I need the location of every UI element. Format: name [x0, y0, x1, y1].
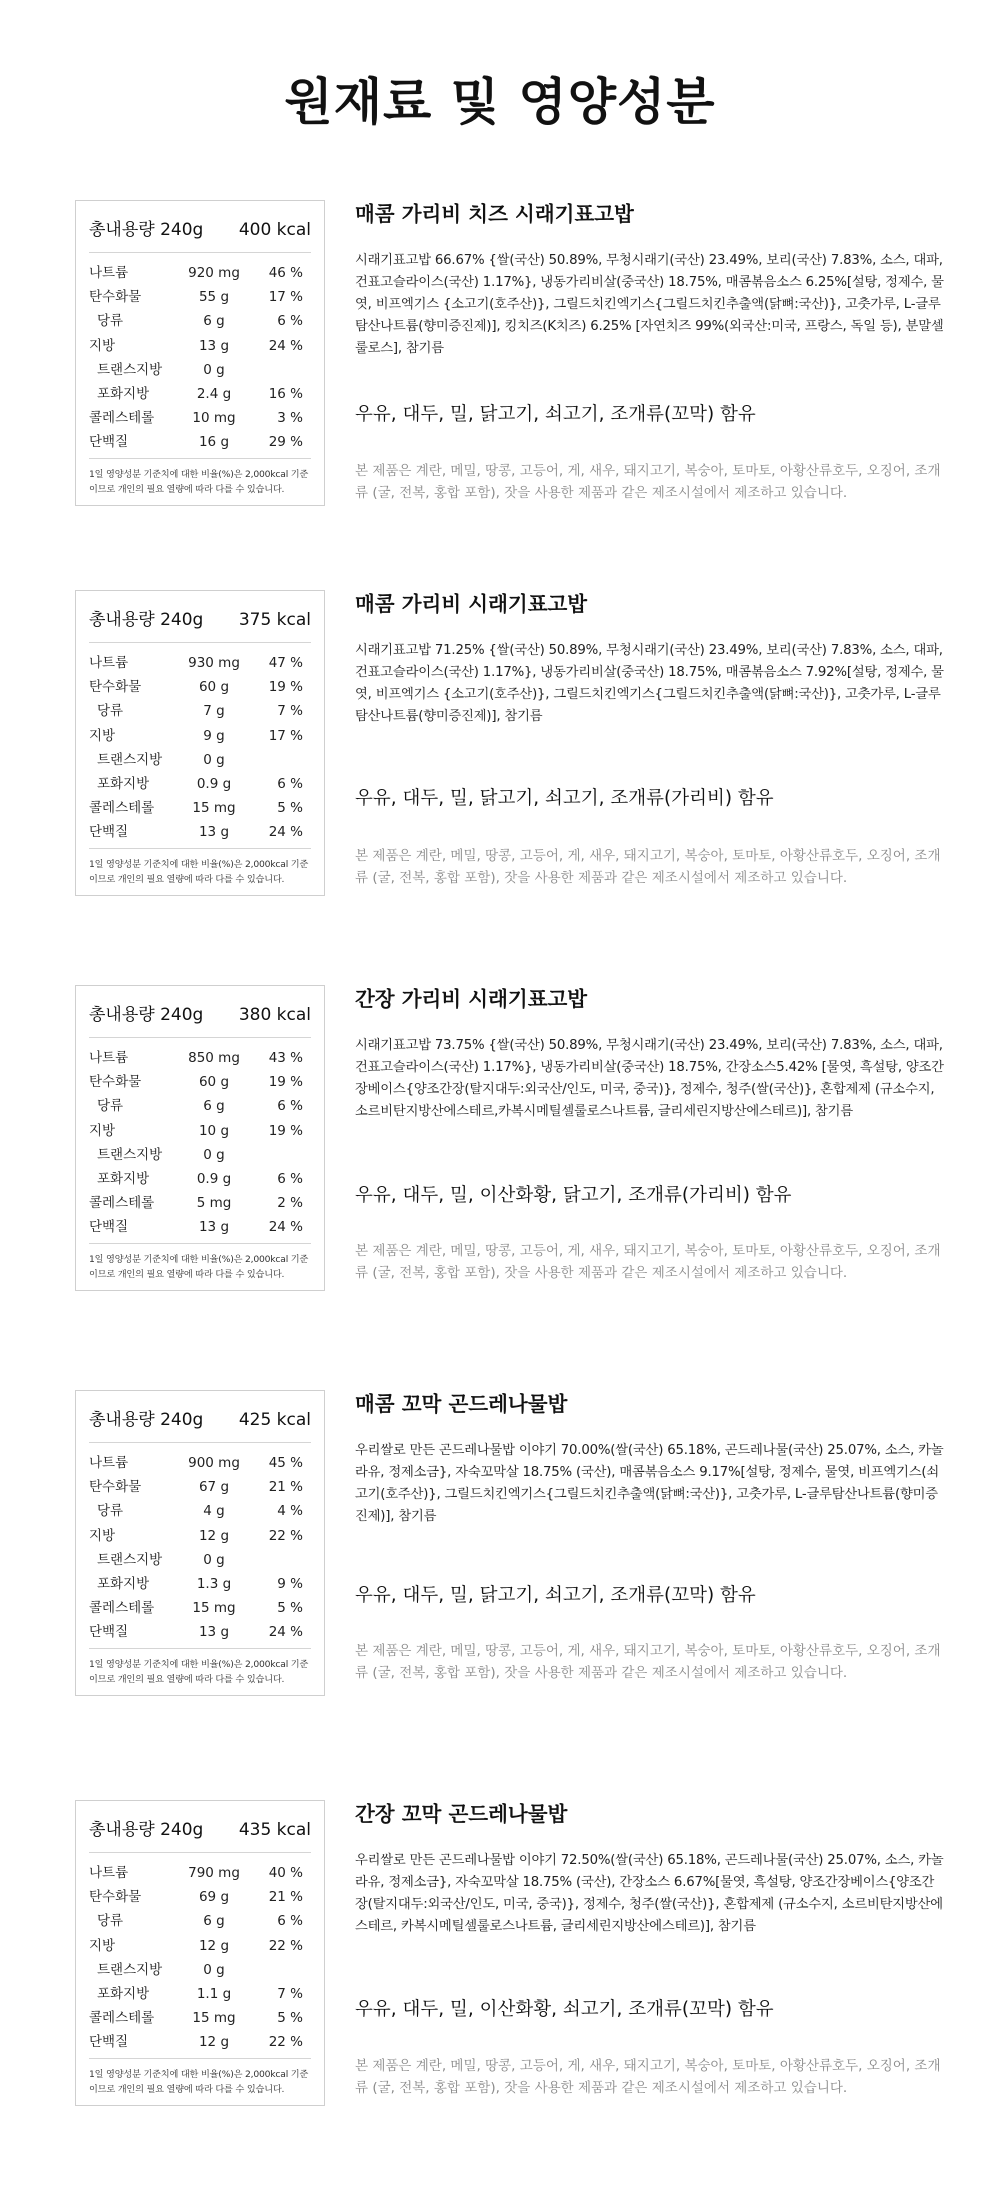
product-name: 간장 꼬막 곤드레나물밥: [355, 1802, 568, 1826]
facility-notice: 본 제품은 계란, 메밀, 땅콩, 고등어, 게, 새우, 돼지고기, 복숭아, 토마토, 아황산류호두, 오징어, 조개류 (굴, 전복, 홍합 포함), 잣을 사용한 제품과 같은 제조시설에서 제조하고 있습니다.: [355, 1643, 941, 1681]
nutrient-name: 지방: [89, 1527, 116, 1544]
nutrient-amount: 1.1 g: [196, 1985, 232, 2002]
nutrition-facts-box: [75, 1800, 325, 2106]
nutrition-row-sodium: [89, 1861, 311, 1885]
nutrient-name: 나트륨: [89, 265, 129, 281]
nutrient-name: 콜레스테롤: [89, 410, 155, 427]
nutrition-note: 1일 영양성분 기준치에 대한 비율(%)은 2,000kcal 기준이므로 개인의 필요 열량에 따라 다를 수 있습니다.: [89, 2068, 309, 2095]
calories: 425 kcal: [238, 1410, 311, 1430]
nutrient-amount: 12 g: [198, 1527, 230, 1544]
nutrition-row-cholesterol: [89, 1191, 311, 1215]
ingredients-text: 우리쌀로 만든 곤드레나물밥 이야기 70.00%(쌀(국산) 65.18%, 곤드레나물(국산) 25.07%, 소스, 카놀라유, 정제소금}, 자숙꼬막살 18.75% (국산), 매콤볶음소스 9.17%[설탕, 정제수, 물엿, 비프엑기스(쇠고기(호주산)}, 그릴드치킨엑기스{그릴드치킨추출액(닭뼈:국산)}, 고춧가루, L-글루탐산나트륨(향미증진제)], 참기름: [355, 1443, 944, 1524]
calories: 375 kcal: [238, 610, 311, 630]
nutrient-amount: 920 mg: [188, 265, 240, 281]
nutrition-row-fat: [89, 724, 311, 748]
nutrition-row-sat-fat: [89, 772, 311, 796]
nutrition-row-cholesterol: [89, 2006, 311, 2030]
nutrient-percent: 24 %: [268, 1219, 303, 1236]
nutrient-name: 트랜스지방: [97, 751, 163, 768]
nutrition-row-sugar: [89, 699, 311, 723]
nutrient-amount: 0 g: [203, 1961, 225, 1978]
total-content: 총내용량 240g: [89, 1005, 204, 1025]
nutrient-percent: [245, 748, 311, 772]
nutrition-note: 1일 영양성분 기준치에 대한 비율(%)은 2,000kcal 기준이므로 개인의 필요 열량에 따라 다를 수 있습니다.: [89, 468, 309, 495]
nutrient-name: 탄수화물: [89, 1479, 142, 1496]
nutrient-amount: 790 mg: [188, 1865, 240, 1881]
nutrient-percent: 5 %: [277, 2010, 303, 2027]
nutrition-row-sugar: [89, 309, 311, 333]
nutrient-amount: 60 g: [198, 1074, 230, 1091]
nutrient-amount: 0 g: [203, 1146, 225, 1163]
nutrient-name: 나트륨: [89, 1050, 129, 1066]
nutrient-amount: 67 g: [198, 1479, 230, 1496]
nutrition-facts-box: [75, 1390, 325, 1696]
nutrition-row-sat-fat: [89, 1572, 311, 1596]
nutrient-percent: 2 %: [277, 1195, 303, 1212]
nutrient-name: 탄수화물: [89, 1889, 142, 1906]
nutrient-percent: [245, 1548, 311, 1572]
nutrient-name: 당류: [97, 1913, 124, 1930]
nutrient-amount: 9 g: [203, 727, 225, 744]
nutrition-row-trans-fat: [89, 1548, 311, 1572]
nutrient-percent: 3 %: [277, 410, 303, 427]
nutrition-row-fat: [89, 1524, 311, 1548]
nutrient-name: 단백질: [89, 824, 129, 841]
nutrient-amount: 13 g: [198, 1624, 230, 1641]
nutrient-name: 콜레스테롤: [89, 2010, 155, 2027]
nutrient-amount: 0 g: [203, 1551, 225, 1568]
product-name: 매콤 가리비 시래기표고밥: [355, 592, 588, 616]
nutrient-amount: 6 g: [203, 1913, 225, 1930]
nutrition-row-sugar: [89, 1499, 311, 1523]
nutrient-percent: 21 %: [268, 1479, 303, 1496]
nutrient-amount: 0.9 g: [196, 775, 232, 792]
nutrient-percent: 24 %: [268, 824, 303, 841]
nutrition-note: 1일 영양성분 기준치에 대한 비율(%)은 2,000kcal 기준이므로 개인의 필요 열량에 따라 다를 수 있습니다.: [89, 1658, 309, 1685]
nutrient-name: 지방: [89, 1122, 116, 1139]
nutrient-percent: [245, 358, 311, 382]
nutrition-row-carbs: [89, 1885, 311, 1909]
nutrient-name: 탄수화물: [89, 679, 142, 696]
nutrient-percent: 22 %: [268, 2034, 303, 2051]
nutrient-percent: 22 %: [268, 1937, 303, 1954]
nutrient-percent: 6 %: [277, 313, 303, 330]
nutrition-row-fat: [89, 334, 311, 358]
nutrient-amount: 0 g: [203, 751, 225, 768]
nutrition-note: 1일 영양성분 기준치에 대한 비율(%)은 2,000kcal 기준이므로 개인의 필요 열량에 따라 다를 수 있습니다.: [89, 858, 309, 885]
nutrition-row-sugar: [89, 1094, 311, 1118]
nutrition-row-sodium: [89, 1046, 311, 1070]
nutrient-amount: 7 g: [203, 703, 225, 720]
product-info: [355, 1390, 945, 1528]
nutrition-row-protein: [89, 1620, 311, 1644]
nutrient-amount: 10 g: [198, 1122, 230, 1139]
page-title: 원재료 및 영양성분: [284, 73, 716, 131]
product-info: [355, 985, 945, 1123]
nutrient-percent: 43 %: [268, 1050, 303, 1066]
nutrient-percent: [245, 1958, 311, 1982]
nutrition-row-trans-fat: [89, 748, 311, 772]
nutrient-amount: 16 g: [198, 434, 230, 451]
nutrient-amount: 12 g: [198, 2034, 230, 2051]
nutrient-amount: 6 g: [203, 1098, 225, 1115]
nutrition-row-protein: [89, 820, 311, 844]
nutrient-amount: 4 g: [203, 1503, 225, 1520]
nutrient-amount: 1.3 g: [196, 1575, 232, 1592]
nutrient-name: 당류: [97, 313, 124, 330]
nutrition-facts-box: [75, 200, 325, 506]
nutrient-amount: 15 mg: [192, 800, 236, 817]
nutrient-name: 트랜스지방: [97, 361, 163, 378]
nutrition-row-sodium: [89, 651, 311, 675]
nutrient-name: 나트륨: [89, 655, 129, 671]
nutrient-name: 단백질: [89, 2034, 129, 2051]
ingredients-text: 우리쌀로 만든 곤드레나물밥 이야기 72.50%(쌀(국산) 65.18%, 곤드레나물(국산) 25.07%, 소스, 카놀라유, 정제소금}, 자숙꼬막살 18.75% (국산), 간장소스 6.67%[물엿, 흑설탕, 양조간장베이스{양조간장(탈지대두:외국산/인도, 미국, 중국)}, 정제수, 청주(쌀(국산)}, 혼합제제 (규소수지, 소르비탄지방산에스테르, 카복시메틸셀룰로스나트륨, 글리세린지방산에스테르)], 참기름: [355, 1853, 944, 1934]
nutrition-row-cholesterol: [89, 1596, 311, 1620]
nutrition-row-sugar: [89, 1909, 311, 1933]
product-name: 매콤 꼬막 곤드레나물밥: [355, 1392, 568, 1416]
nutrient-name: 지방: [89, 337, 116, 354]
nutrient-percent: 6 %: [277, 1098, 303, 1115]
nutrient-percent: 4 %: [277, 1503, 303, 1520]
allergen-info: 우유, 대두, 밀, 이산화황, 쇠고기, 조개류(꼬막) 함유: [355, 1999, 774, 2020]
nutrient-amount: 55 g: [198, 289, 230, 306]
product-name: 간장 가리비 시래기표고밥: [355, 987, 588, 1011]
nutrient-name: 당류: [97, 1098, 124, 1115]
nutrient-percent: 16 %: [268, 385, 303, 402]
nutrient-percent: 17 %: [268, 289, 303, 306]
nutrition-row-carbs: [89, 675, 311, 699]
nutrient-name: 콜레스테롤: [89, 800, 155, 817]
calories: 380 kcal: [238, 1005, 311, 1025]
total-content: 총내용량 240g: [89, 1410, 204, 1430]
nutrient-percent: 21 %: [268, 1889, 303, 1906]
nutrition-row-sat-fat: [89, 1982, 311, 2006]
nutrition-note: 1일 영양성분 기준치에 대한 비율(%)은 2,000kcal 기준이므로 개인의 필요 열량에 따라 다를 수 있습니다.: [89, 1253, 309, 1280]
nutrient-percent: 17 %: [268, 727, 303, 744]
nutrition-row-fat: [89, 1119, 311, 1143]
nutrient-name: 트랜스지방: [97, 1551, 163, 1568]
nutrient-percent: 45 %: [268, 1455, 303, 1471]
nutrition-row-protein: [89, 2030, 311, 2054]
nutrient-amount: 0.9 g: [196, 1170, 232, 1187]
nutrition-table: [89, 1046, 311, 1244]
nutrient-amount: 12 g: [198, 1937, 230, 1954]
nutrient-percent: 22 %: [268, 1527, 303, 1544]
nutrient-amount: 0 g: [203, 361, 225, 378]
nutrient-percent: 5 %: [277, 800, 303, 817]
nutrient-name: 포화지방: [97, 1985, 150, 2002]
nutrition-row-trans-fat: [89, 1958, 311, 1982]
nutrient-percent: 7 %: [277, 1985, 303, 2002]
nutrition-header: [89, 1401, 311, 1443]
nutrition-facts-box: [75, 985, 325, 1291]
product-info: [355, 200, 945, 360]
nutrient-name: 포화지방: [97, 1575, 150, 1592]
nutrient-name: 당류: [97, 1503, 124, 1520]
ingredients-text: 시래기표고밥 71.25% {쌀(국산) 50.89%, 무청시래기(국산) 23.49%, 보리(국산) 7.83%, 소스, 대파, 건표고슬라이스(국산) 1.17%}, 냉동가리비살(중국산) 18.75%, 매콤볶음소스 7.92%[설탕, 정제수, 물엿, 비프엑기스 {소고기(호주산)}, 그릴드치킨엑기스{그릴드치킨추출액(닭뼈:국산)}, 고춧가루, L-글루탐산나트륨(향미증진제)], 참기름: [355, 643, 944, 724]
nutrition-row-carbs: [89, 285, 311, 309]
nutrient-percent: 19 %: [268, 679, 303, 696]
nutrient-percent: 6 %: [277, 1913, 303, 1930]
nutrition-row-trans-fat: [89, 358, 311, 382]
nutrition-row-cholesterol: [89, 796, 311, 820]
facility-notice: 본 제품은 계란, 메밀, 땅콩, 고등어, 게, 새우, 돼지고기, 복숭아, 토마토, 아황산류호두, 오징어, 조개류 (굴, 전복, 홍합 포함), 잣을 사용한 제품과 같은 제조시설에서 제조하고 있습니다.: [355, 848, 941, 886]
nutrient-amount: 5 mg: [196, 1195, 232, 1212]
facility-notice: 본 제품은 계란, 메밀, 땅콩, 고등어, 게, 새우, 돼지고기, 복숭아, 토마토, 아황산류호두, 오징어, 조개류 (굴, 전복, 홍합 포함), 잣을 사용한 제품과 같은 제조시설에서 제조하고 있습니다.: [355, 463, 941, 501]
product-name: 매콤 가리비 치즈 시래기표고밥: [355, 202, 634, 226]
facility-notice: 본 제품은 계란, 메밀, 땅콩, 고등어, 게, 새우, 돼지고기, 복숭아, 토마토, 아황산류호두, 오징어, 조개류 (굴, 전복, 홍합 포함), 잣을 사용한 제품과 같은 제조시설에서 제조하고 있습니다.: [355, 2058, 941, 2096]
total-content: 총내용량 240g: [89, 610, 204, 630]
nutrition-table: [89, 261, 311, 459]
allergen-info: 우유, 대두, 밀, 이산화황, 닭고기, 조개류(가리비) 함유: [355, 1185, 792, 1206]
ingredients-text: 시래기표고밥 73.75% {쌀(국산) 50.89%, 무청시래기(국산) 23.49%, 보리(국산) 7.83%, 소스, 대파, 건표고슬라이스(국산) 1.17%}, 냉동가리비살(중국산) 18.75%, 간장소스5.42% [물엿, 흑설탕, 양조간장베이스{양조간장(탈지대두:외국산/인도, 미국, 중국)}, 정제수, 청주(쌀(국산)}, 혼합제제 (규소수지, 소르비탄지방산에스테르,카복시메틸셀룰로스나트륨, 글리세린지방산에스테르)], 참기름: [355, 1038, 944, 1119]
nutrition-row-carbs: [89, 1070, 311, 1094]
calories: 435 kcal: [238, 1820, 311, 1840]
nutrient-name: 나트륨: [89, 1865, 129, 1881]
nutrient-amount: 60 g: [198, 679, 230, 696]
nutrient-name: 지방: [89, 1937, 116, 1954]
nutrient-name: 트랜스지방: [97, 1146, 163, 1163]
total-content: 총내용량 240g: [89, 220, 204, 240]
nutrient-amount: 13 g: [198, 1219, 230, 1236]
nutrient-name: 포화지방: [97, 775, 150, 792]
nutrient-name: 콜레스테롤: [89, 1600, 155, 1617]
nutrient-amount: 69 g: [198, 1889, 230, 1906]
nutrition-row-protein: [89, 430, 311, 454]
allergen-info: 우유, 대두, 밀, 닭고기, 쇠고기, 조개류(가리비) 함유: [355, 788, 774, 809]
ingredients-text: 시래기표고밥 66.67% {쌀(국산) 50.89%, 무청시래기(국산) 23.49%, 보리(국산) 7.83%, 소스, 대파, 건표고슬라이스(국산) 1.17%}, 냉동가리비살(중국산) 18.75%, 매콤볶음소스 6.25%[설탕, 정제수, 물엿, 비프엑기스 {소고기(호주산)}, 그릴드치킨엑기스{그릴드치킨추출액(닭뼈:국산)}, 고춧가루, L-글루탐산나트륨(향미증진제)], 킹치즈(K치즈) 6.25% [자연치즈 99%(외국산:미국, 프랑스, 독일 등), 분말셀룰로스], 참기름: [355, 253, 944, 356]
nutrient-name: 단백질: [89, 1219, 129, 1236]
nutrient-name: 나트륨: [89, 1455, 129, 1471]
nutrient-amount: 930 mg: [188, 655, 240, 671]
nutrient-amount: 2.4 g: [196, 385, 232, 402]
product-info: [355, 590, 945, 728]
nutrient-name: 단백질: [89, 1624, 129, 1641]
nutrient-percent: 46 %: [268, 265, 303, 281]
nutrient-percent: 5 %: [277, 1600, 303, 1617]
nutrition-table: [89, 651, 311, 849]
nutrition-facts-box: [75, 590, 325, 896]
nutrition-row-carbs: [89, 1475, 311, 1499]
nutrition-row-protein: [89, 1215, 311, 1239]
nutrient-percent: 40 %: [268, 1865, 303, 1881]
calories: 400 kcal: [238, 220, 311, 240]
nutrient-amount: 15 mg: [192, 2010, 236, 2027]
nutrient-percent: 29 %: [268, 434, 303, 451]
nutrient-amount: 900 mg: [188, 1455, 240, 1471]
nutrient-name: 트랜스지방: [97, 1961, 163, 1978]
nutrition-row-fat: [89, 1934, 311, 1958]
nutrient-percent: [245, 1143, 311, 1167]
nutrition-table: [89, 1451, 311, 1649]
nutrient-name: 포화지방: [97, 385, 150, 402]
nutrient-name: 단백질: [89, 434, 129, 451]
nutrient-amount: 6 g: [203, 313, 225, 330]
nutrient-amount: 10 mg: [192, 410, 236, 427]
nutrition-row-trans-fat: [89, 1143, 311, 1167]
nutrient-name: 당류: [97, 703, 124, 720]
nutrient-percent: 19 %: [268, 1122, 303, 1139]
nutrition-header: [89, 211, 311, 253]
allergen-info: 우유, 대두, 밀, 닭고기, 쇠고기, 조개류(꼬막) 함유: [355, 1585, 756, 1606]
product-info: [355, 1800, 945, 1938]
nutrition-row-sat-fat: [89, 1167, 311, 1191]
nutrient-percent: 47 %: [268, 655, 303, 671]
nutrient-percent: 9 %: [277, 1575, 303, 1592]
allergen-info: 우유, 대두, 밀, 닭고기, 쇠고기, 조개류(꼬막) 함유: [355, 404, 756, 425]
nutrition-row-sodium: [89, 261, 311, 285]
nutrient-percent: 6 %: [277, 1170, 303, 1187]
nutrient-amount: 13 g: [198, 337, 230, 354]
nutrient-amount: 15 mg: [192, 1600, 236, 1617]
nutrient-percent: 24 %: [268, 1624, 303, 1641]
nutrient-percent: 19 %: [268, 1074, 303, 1091]
nutrition-header: [89, 1811, 311, 1853]
nutrient-name: 탄수화물: [89, 289, 142, 306]
nutrient-percent: 6 %: [277, 775, 303, 792]
nutrient-name: 콜레스테롤: [89, 1195, 155, 1212]
nutrient-percent: 24 %: [268, 337, 303, 354]
nutrient-name: 지방: [89, 727, 116, 744]
nutrition-row-sat-fat: [89, 382, 311, 406]
nutrition-header: [89, 996, 311, 1038]
nutrient-amount: 850 mg: [188, 1050, 240, 1066]
facility-notice: 본 제품은 계란, 메밀, 땅콩, 고등어, 게, 새우, 돼지고기, 복숭아, 토마토, 아황산류호두, 오징어, 조개류 (굴, 전복, 홍합 포함), 잣을 사용한 제품과 같은 제조시설에서 제조하고 있습니다.: [355, 1243, 941, 1281]
nutrient-percent: 7 %: [277, 703, 303, 720]
nutrient-amount: 13 g: [198, 824, 230, 841]
nutrition-header: [89, 601, 311, 643]
nutrition-row-sodium: [89, 1451, 311, 1475]
nutrient-name: 포화지방: [97, 1170, 150, 1187]
total-content: 총내용량 240g: [89, 1820, 204, 1840]
nutrition-row-cholesterol: [89, 406, 311, 430]
nutrition-table: [89, 1861, 311, 2059]
nutrient-name: 탄수화물: [89, 1074, 142, 1091]
